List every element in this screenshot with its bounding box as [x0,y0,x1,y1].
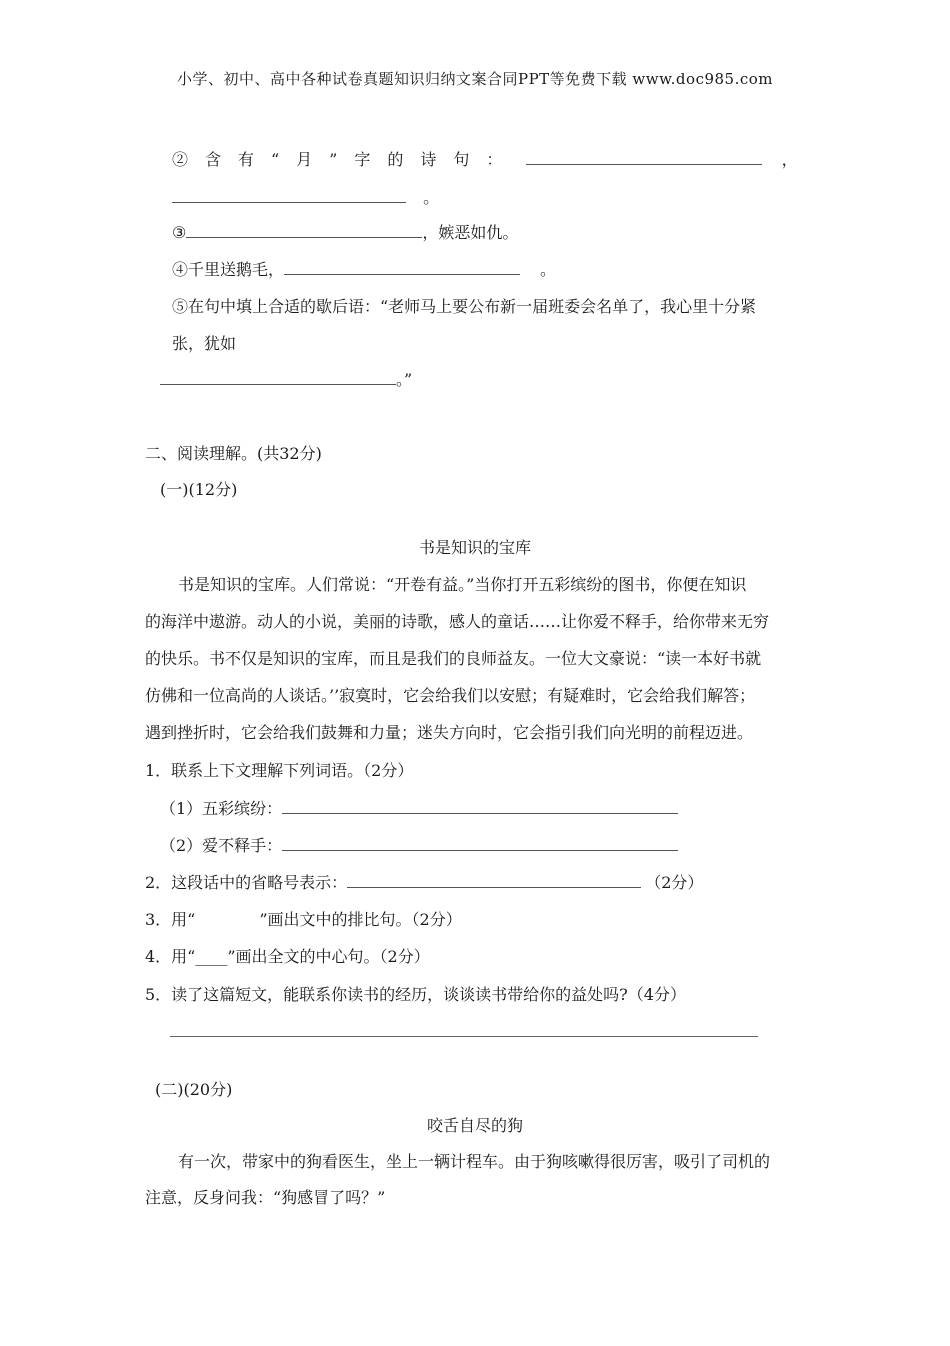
passage1-line-1: 书是知识的宝库。人们常说：“开卷有益。”当你打开五彩缤纷的图书，你便在知识 [178,575,747,594]
question-1b-blank[interactable] [282,836,678,851]
poetry-q4-prefix: ④千里送鹅毛， [172,260,285,279]
page-header: 小学、初中、高中各种试卷真题知识归纳文案合同PPT等免费下载 www.doc985.com [176,70,774,88]
poetry-q5-line2: 张，犹如 [172,334,237,353]
passage1-title: 书是知识的宝库 [418,538,531,557]
question-1b [160,833,678,856]
poetry-q5-line1: ⑤在句中填上合适的歇后语：“老师马上要公布新一届班委会名单了，我心里十分紧 [172,297,757,316]
passage1-line-4: 仿佛和一位高尚的人谈话。’’寂寞时，它会给我们以安慰；有疑难时，它会给我们解答； [145,686,756,705]
poetry-q2-line1 [172,147,798,170]
poetry-q2-comma: ， [781,150,798,169]
poetry-q3-blank[interactable] [186,223,422,238]
poetry-q5-end: 。” [396,370,413,389]
poetry-q2-end: 。 [423,188,440,207]
question-2-score: （2分） [645,873,704,892]
poetry-q2-prefix: ②含有“月”字的诗句： [172,150,520,169]
question-2-blank[interactable] [347,873,641,888]
question-2 [145,870,703,893]
answer-line[interactable] [170,1036,758,1037]
poetry-q5-blank[interactable] [160,370,396,385]
passage1-line-3: 的快乐。书不仅是知识的宝库，而且是我们的良师益友。一位大文豪说：“读一本好书就 [145,649,762,668]
passage1-line-2: 的海洋中遨游。动人的小说，美丽的诗歌，感人的童话……让你爱不释手，给你带来无穷 [145,612,770,631]
poetry-q5-line3 [160,367,412,390]
passage2-line-2: 注意，反身问我：“狗感冒了吗？” [145,1188,386,1207]
poetry-q4 [172,257,556,280]
passage1-line-5: 遇到挫折时，它会给我们鼓舞和力量；迷失方向时，它会指引我们向光明的前程迈进。 [145,723,754,742]
passage2-title: 咬舌自尽的狗 [426,1116,523,1135]
part2-label: (二)(20分) [155,1080,233,1099]
part1-label: (一)(12分) [160,480,238,499]
poetry-q4-blank[interactable] [284,260,520,275]
question-1b-label: （2）爱不释手： [160,836,283,855]
poetry-q3-suffix: ，嫉恶如仇。 [422,223,519,242]
poetry-q2-line2 [172,185,439,208]
question-2-label: 2．这段话中的省略号表示： [145,873,348,892]
question-1: 1．联系上下文理解下列词语。（2分） [145,761,414,780]
question-1a-blank[interactable] [282,799,678,814]
poetry-q3 [172,220,518,243]
poetry-q4-end: 。 [540,260,557,279]
poetry-q2-blank-1[interactable] [526,150,762,165]
question-1a-label: （1）五彩缤纷： [160,799,283,818]
poetry-q3-marker: ③ [172,223,187,242]
question-3: 3．用“ ”画出文中的排比句。（2分） [145,910,462,929]
question-1a [160,796,678,819]
question-5: 5．读了这篇短文，能联系你读书的经历，谈谈读书带给你的益处吗?（4分） [145,985,686,1004]
passage2-line-1: 有一次，带家中的狗看医生，坐上一辆计程车。由于狗咳嗽得很厉害，吸引了司机的 [178,1152,771,1171]
question-4: 4．用“____”画出全文的中心句。（2分） [145,947,430,966]
poetry-q2-blank-2[interactable] [172,188,406,203]
section-title: 二、阅读理解。(共32分) [145,444,322,463]
